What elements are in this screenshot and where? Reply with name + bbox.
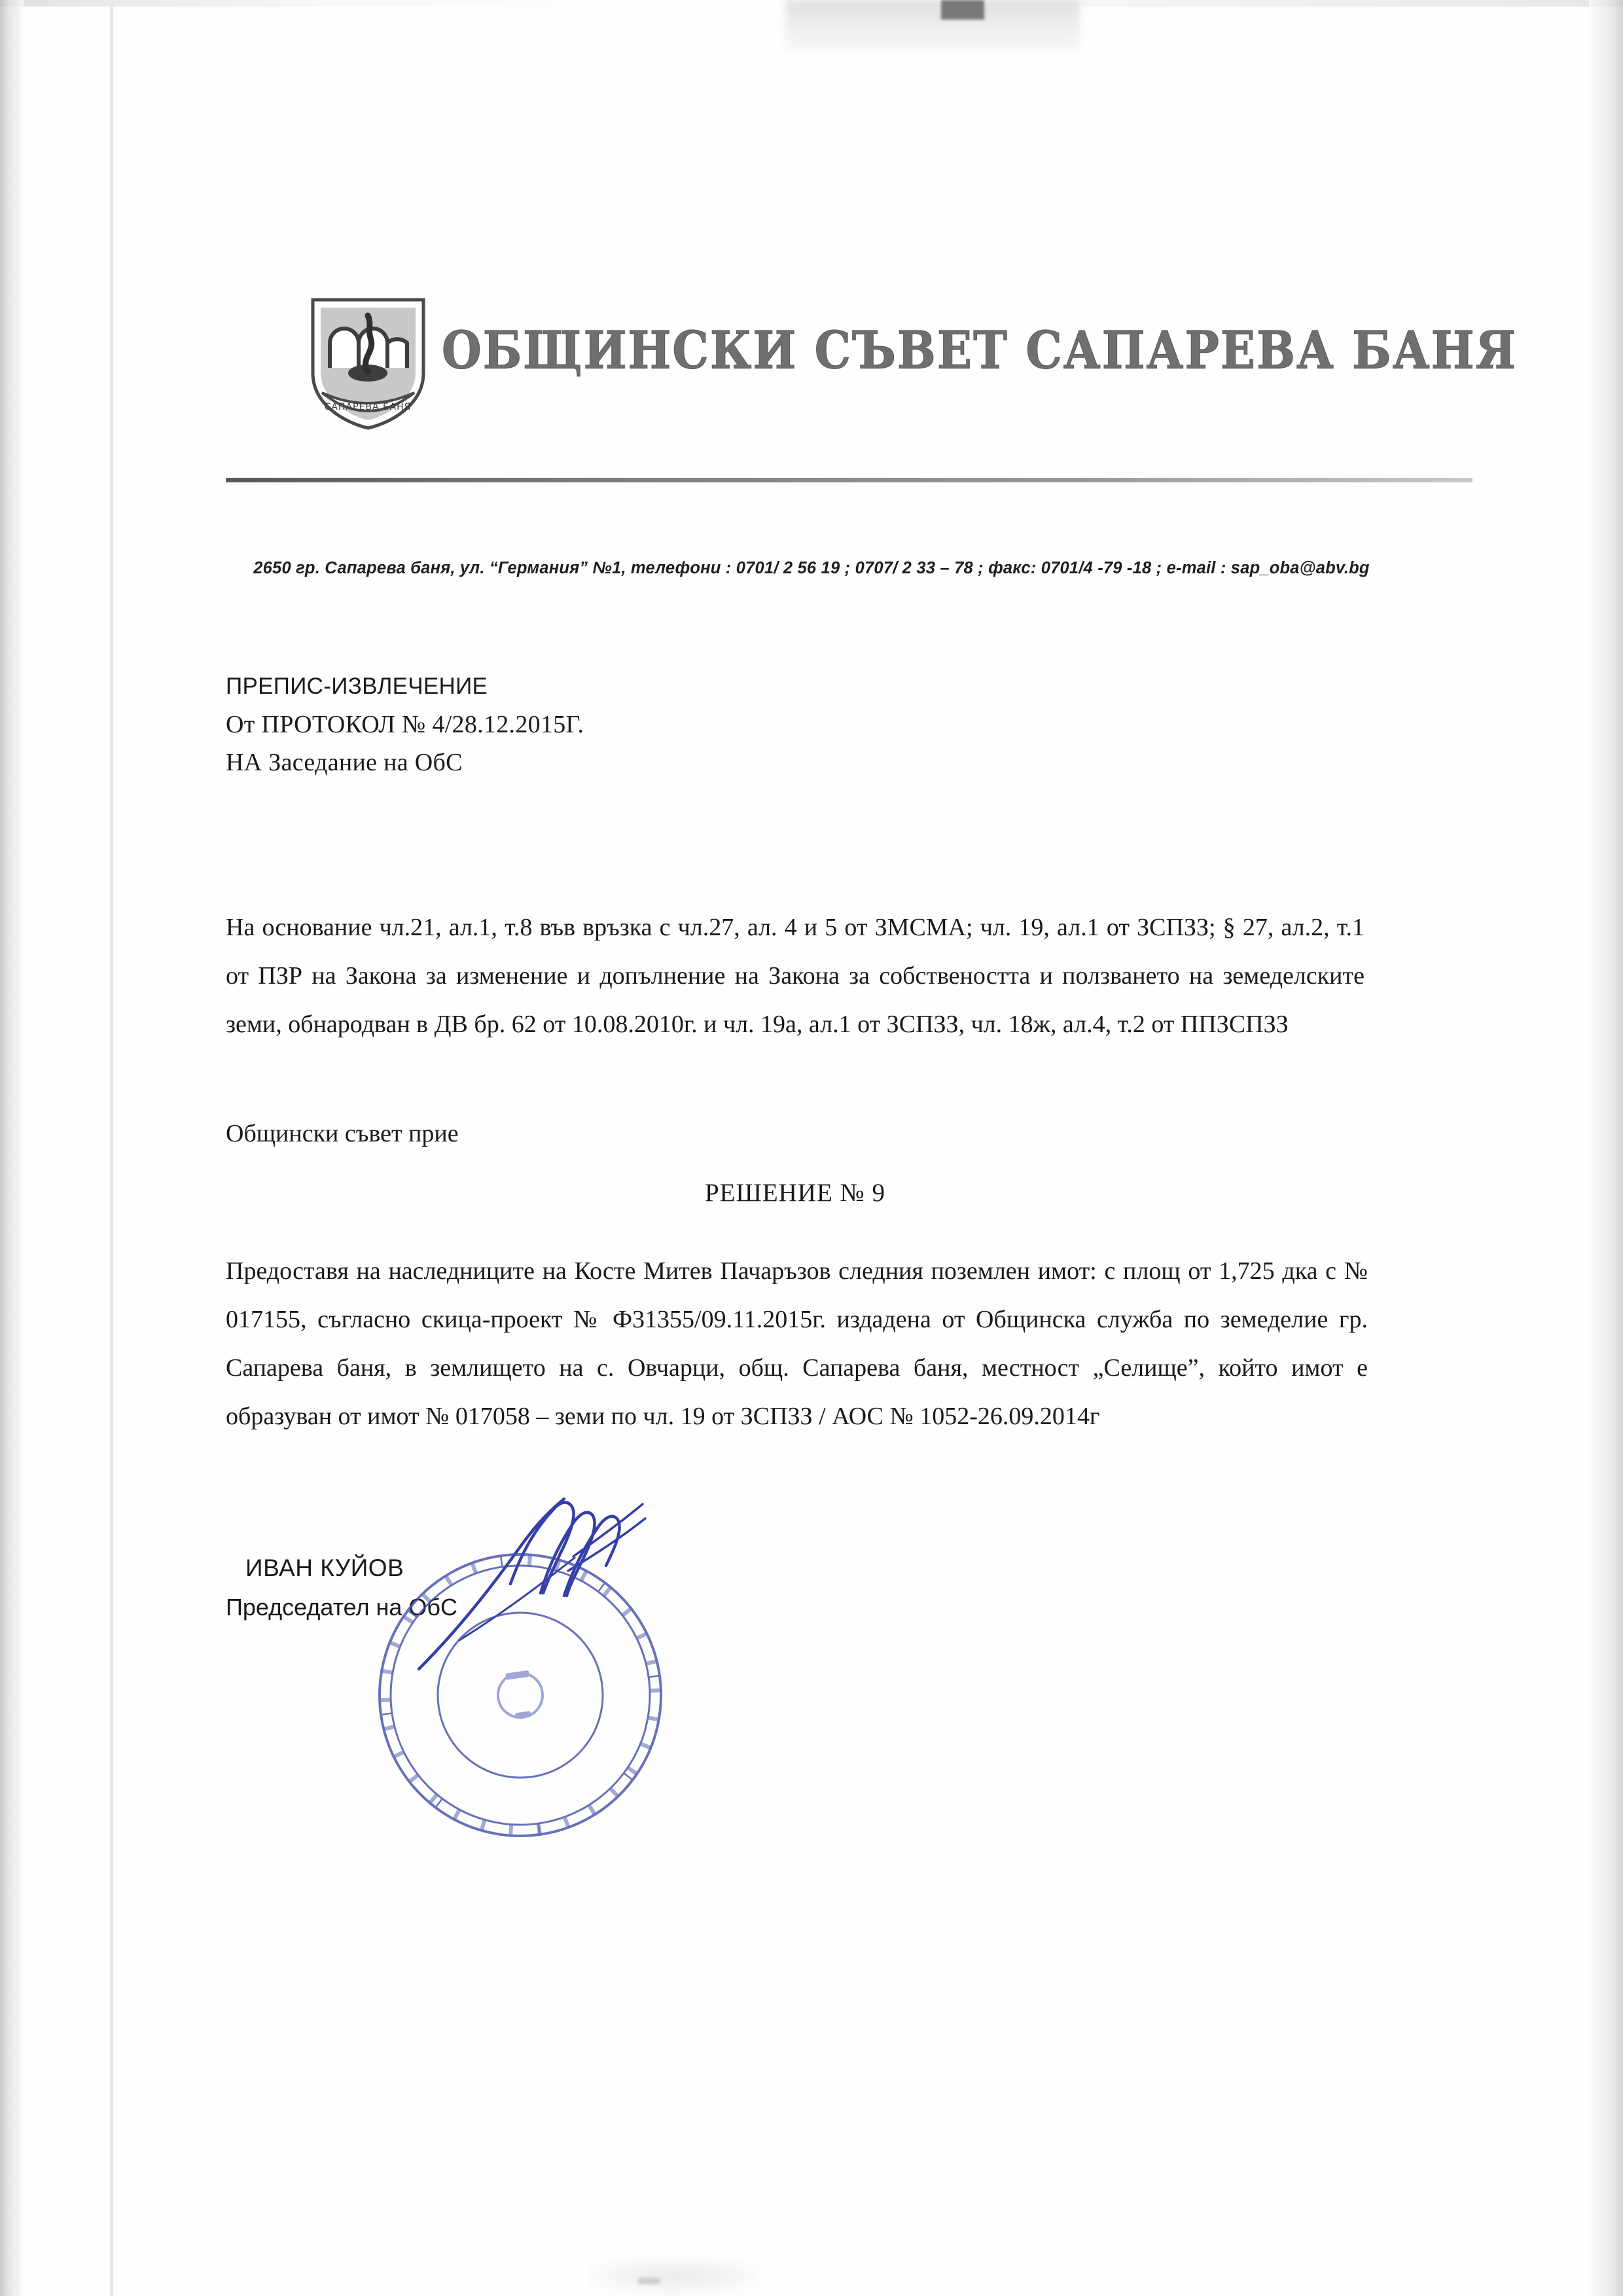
organization-title: ОБЩИНСКИ СЪВЕТ САПАРЕВА БАНЯ [442,319,1518,381]
scan-top-dark-smudge [941,0,984,20]
crest-caption-text: САПАРЕВА БАНЯ [324,402,412,412]
decision-paragraph: Предоставя на наследниците на Косте Митев Пачаръзов следния поземлен имот: с площ от 1,725 дка с № 017155, съгласно скица-проект № Ф31355/09.11.2015г. издадена от Общинска служба по земеделие гр. Сапарева баня, в землището на с. Овчарци, общ. Сапарева баня, местност „Селище”, който имот е образуван от имот № 017058 – земи по чл. 19 от ЗСПЗЗ / АОС № 1052-26.09.2014г [226,1257,1368,1430]
municipality-crest-icon [308,295,429,432]
signatory-role: Председател на ОбС [226,1594,458,1621]
scan-top-blur-artifact [785,0,1080,55]
signatory-name: ИВАН КУЙОВ [245,1554,404,1581]
letterhead [298,288,1518,445]
scan-left-crease-line [110,0,113,2296]
heading-line-extract: ПРЕПИС-ИЗВЛЕЧЕНИЕ [226,673,488,699]
scan-bottom-smudge [638,2278,660,2284]
council-accepted-line: Общински съвет прие [226,1120,459,1147]
scan-left-edge-shadow [0,0,24,2296]
decision-body [226,1247,1368,1441]
handwritten-signature [412,1473,687,1689]
scan-bottom-fold-artifact [589,2257,759,2296]
heading-line-protocol: От ПРОТОКОЛ № 4/28.12.2015Г. [226,711,584,738]
document-heading-block [226,668,584,781]
decision-title: РЕШЕНИЕ № 9 [704,1179,886,1207]
heading-line-session: НА Заседание на ОбС [226,749,463,776]
header-divider-rule [226,478,1472,482]
official-round-stamp [357,1532,684,1859]
legal-basis-paragraph: На основание чл.21, ал.1, т.8 във връзка с чл.27, ал. 4 и 5 от ЗМСМА; чл. 19, ал.1 от ЗСПЗЗ; § 27, ал.2, т.1 от ПЗР на Закона за изменение и допълнение на Закона за собствеността и ползването на земеделските земи, обнародван в ДВ бр. 62 от 10.08.2010г. и чл. 19а, ал.1 от ЗСПЗЗ, чл. 18ж, ал.4, т.2 от ППЗСПЗЗ [226,914,1364,1038]
scan-right-edge-shadow [1589,0,1623,2296]
contact-info-line: 2650 гр. Сапарева баня, ул. “Германия” №1, телефони : 0701/ 2 56 19 ; 0707/ 2 33 – 78 ; факс: 0701/4 -79 -18 ; e-mail : sap_oba@abv.bg [253,559,1370,577]
